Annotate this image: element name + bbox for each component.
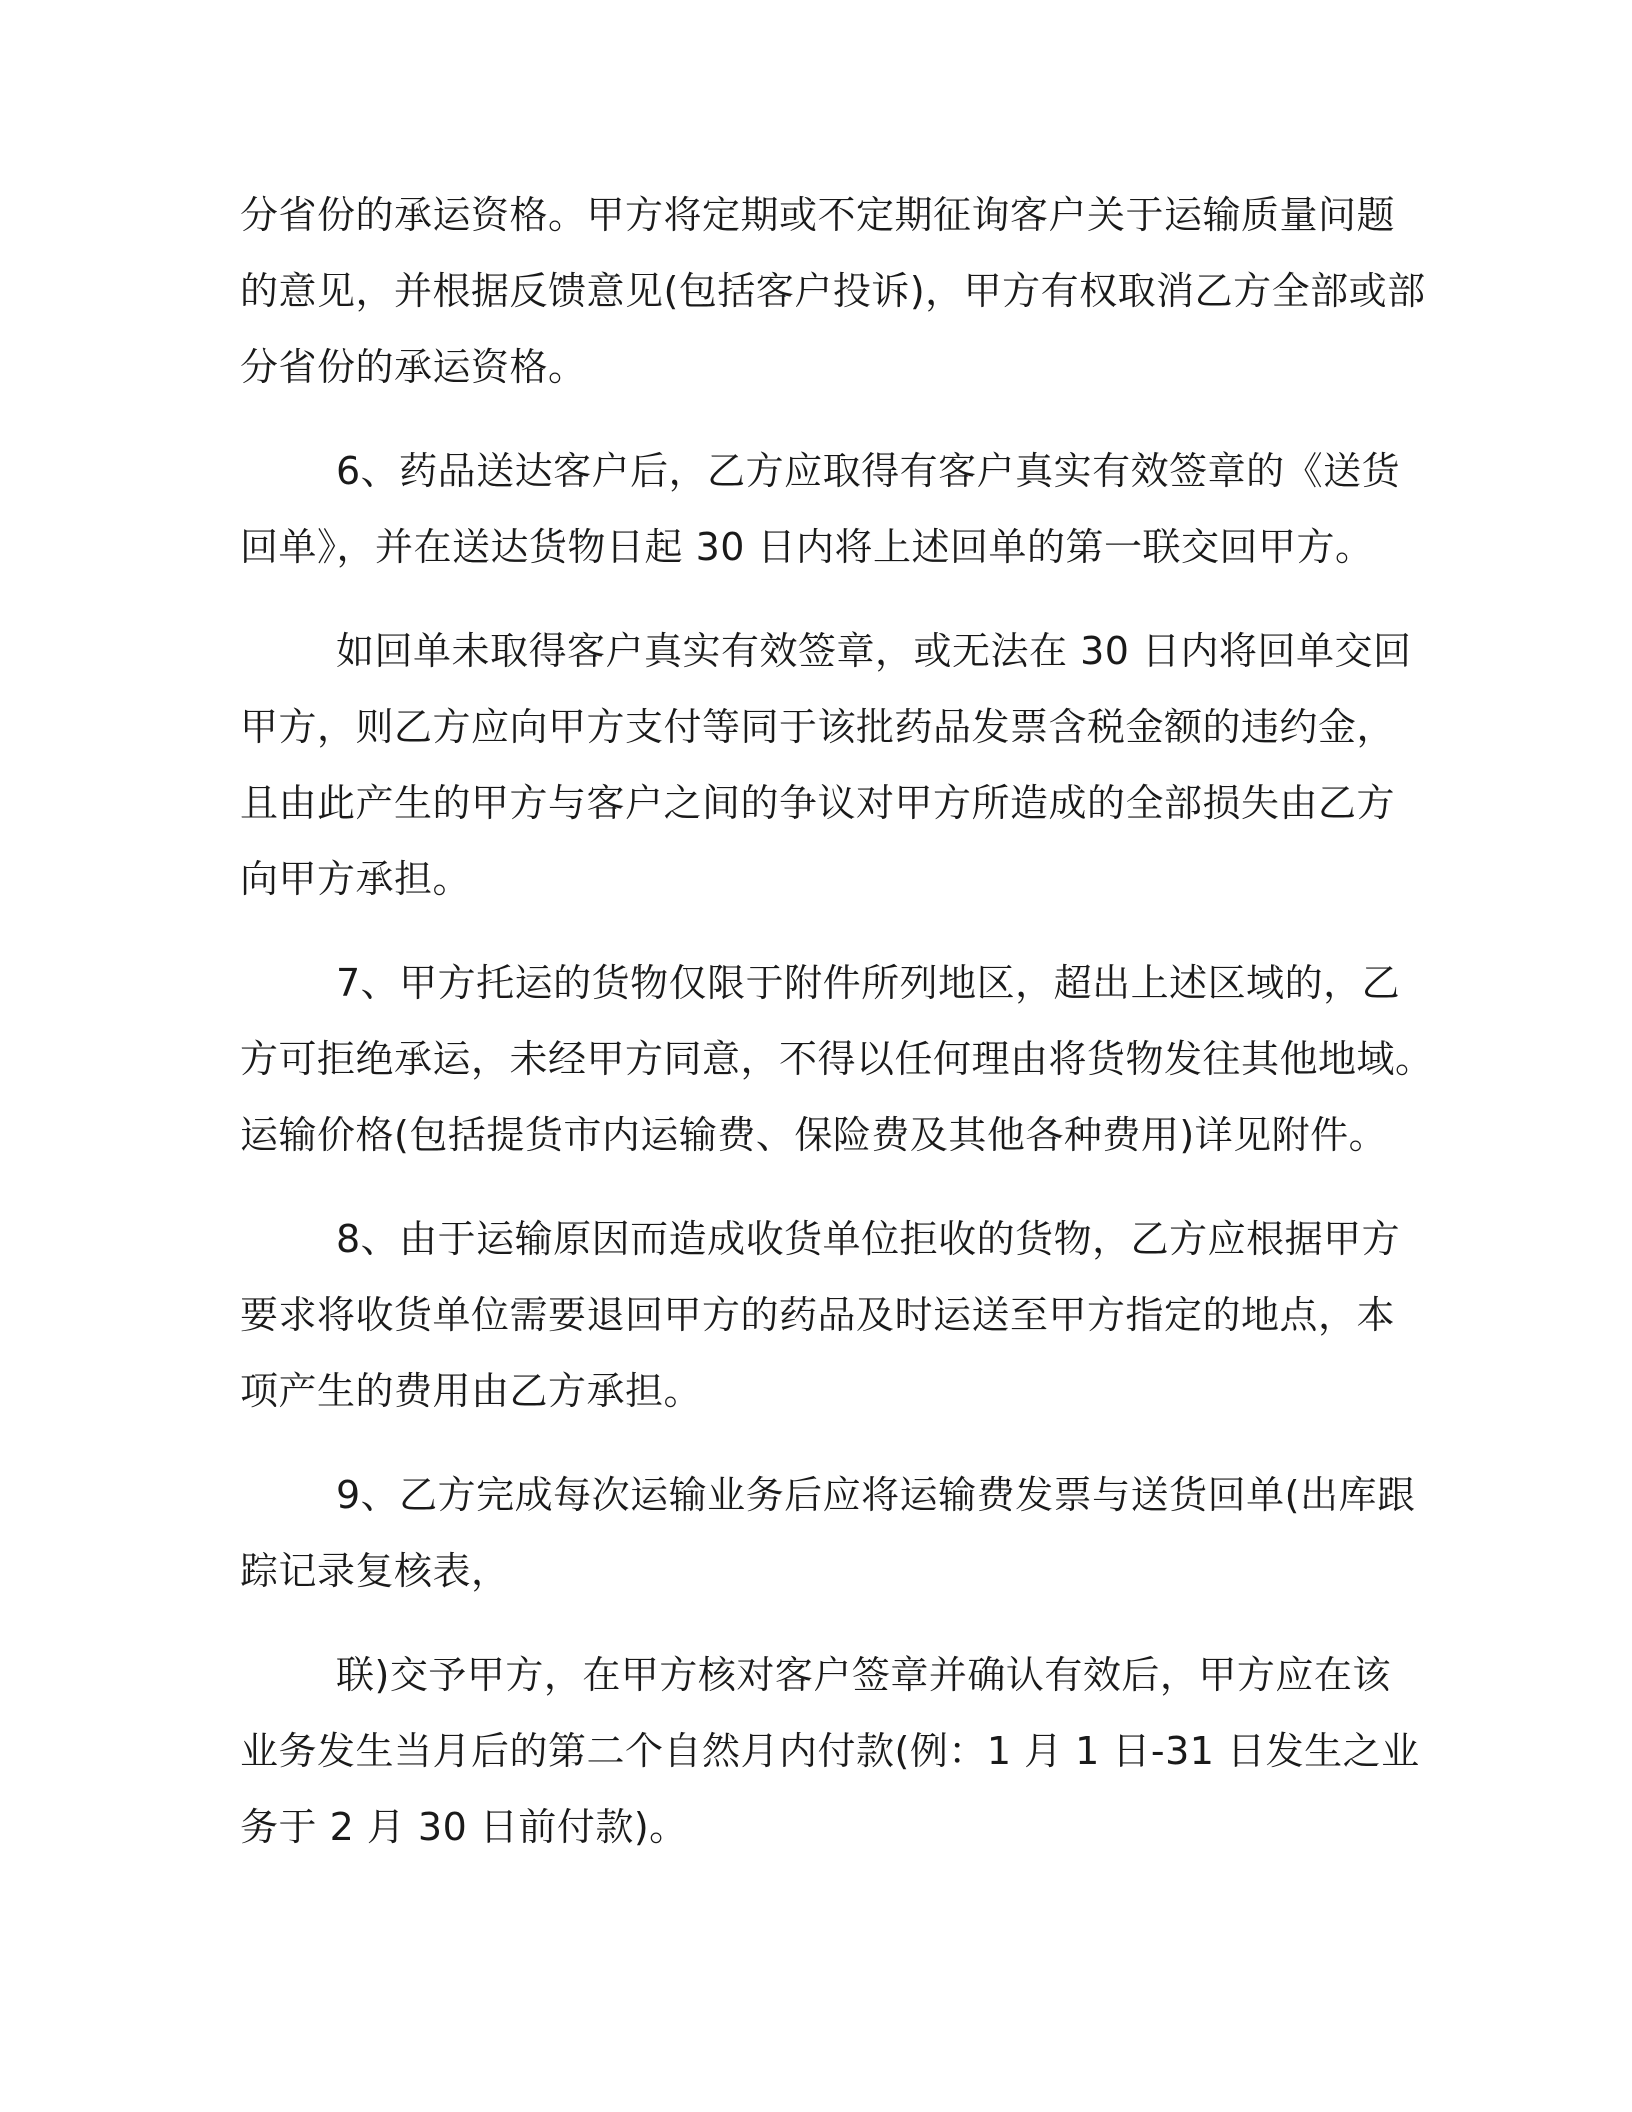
text-line: 联)交予甲方，在甲方核对客户签章并确认有效后，甲方应在该 xyxy=(336,1653,1391,1697)
text-line: 项产生的费用由乙方承担。 xyxy=(240,1369,703,1413)
text-line: 方可拒绝承运，未经甲方同意，不得以任何理由将货物发往其他地域。 xyxy=(240,1037,1434,1081)
text-line: 且由此产生的甲方与客户之间的争议对甲方所造成的全部损失由乙方 xyxy=(240,781,1396,825)
text-line: 业务发生当月后的第二个自然月内付款(例：1 月 1 日-31 日发生之业 xyxy=(240,1729,1420,1773)
text-line: 8、由于运输原因而造成收货单位拒收的货物，乙方应根据甲方 xyxy=(336,1217,1401,1261)
text-line: 的意见，并根据反馈意见(包括客户投诉)，甲方有权取消乙方全部或部 xyxy=(240,269,1426,313)
text-line: 分省份的承运资格。甲方将定期或不定期征询客户关于运输质量问题 xyxy=(240,193,1396,237)
text-line: 要求将收货单位需要退回甲方的药品及时运送至甲方指定的地点，本 xyxy=(240,1293,1396,1337)
text-line: 甲方，则乙方应向甲方支付等同于该批药品发票含税金额的违约金， xyxy=(240,705,1396,749)
text-line: 如回单未取得客户真实有效签章，或无法在 30 日内将回单交回 xyxy=(336,629,1412,673)
text-line: 回单》，并在送达货物日起 30 日内将上述回单的第一联交回甲方。 xyxy=(240,525,1374,569)
text-line: 7、甲方托运的货物仅限于附件所列地区，超出上述区域的，乙 xyxy=(336,961,1401,1005)
text-line: 9、乙方完成每次运输业务后应将运输费发票与送货回单(出库跟 xyxy=(336,1473,1416,1517)
text-line: 运输价格(包括提货市内运输费、保险费及其他各种费用)详见附件。 xyxy=(240,1113,1388,1157)
text-line: 分省份的承运资格。 xyxy=(240,345,587,389)
text-line: 6、药品送达客户后，乙方应取得有客户真实有效签章的《送货 xyxy=(336,449,1401,493)
text-line: 务于 2 月 30 日前付款)。 xyxy=(240,1805,688,1849)
text-line: 踪记录复核表， xyxy=(240,1549,510,1593)
text-line: 向甲方承担。 xyxy=(240,857,472,901)
